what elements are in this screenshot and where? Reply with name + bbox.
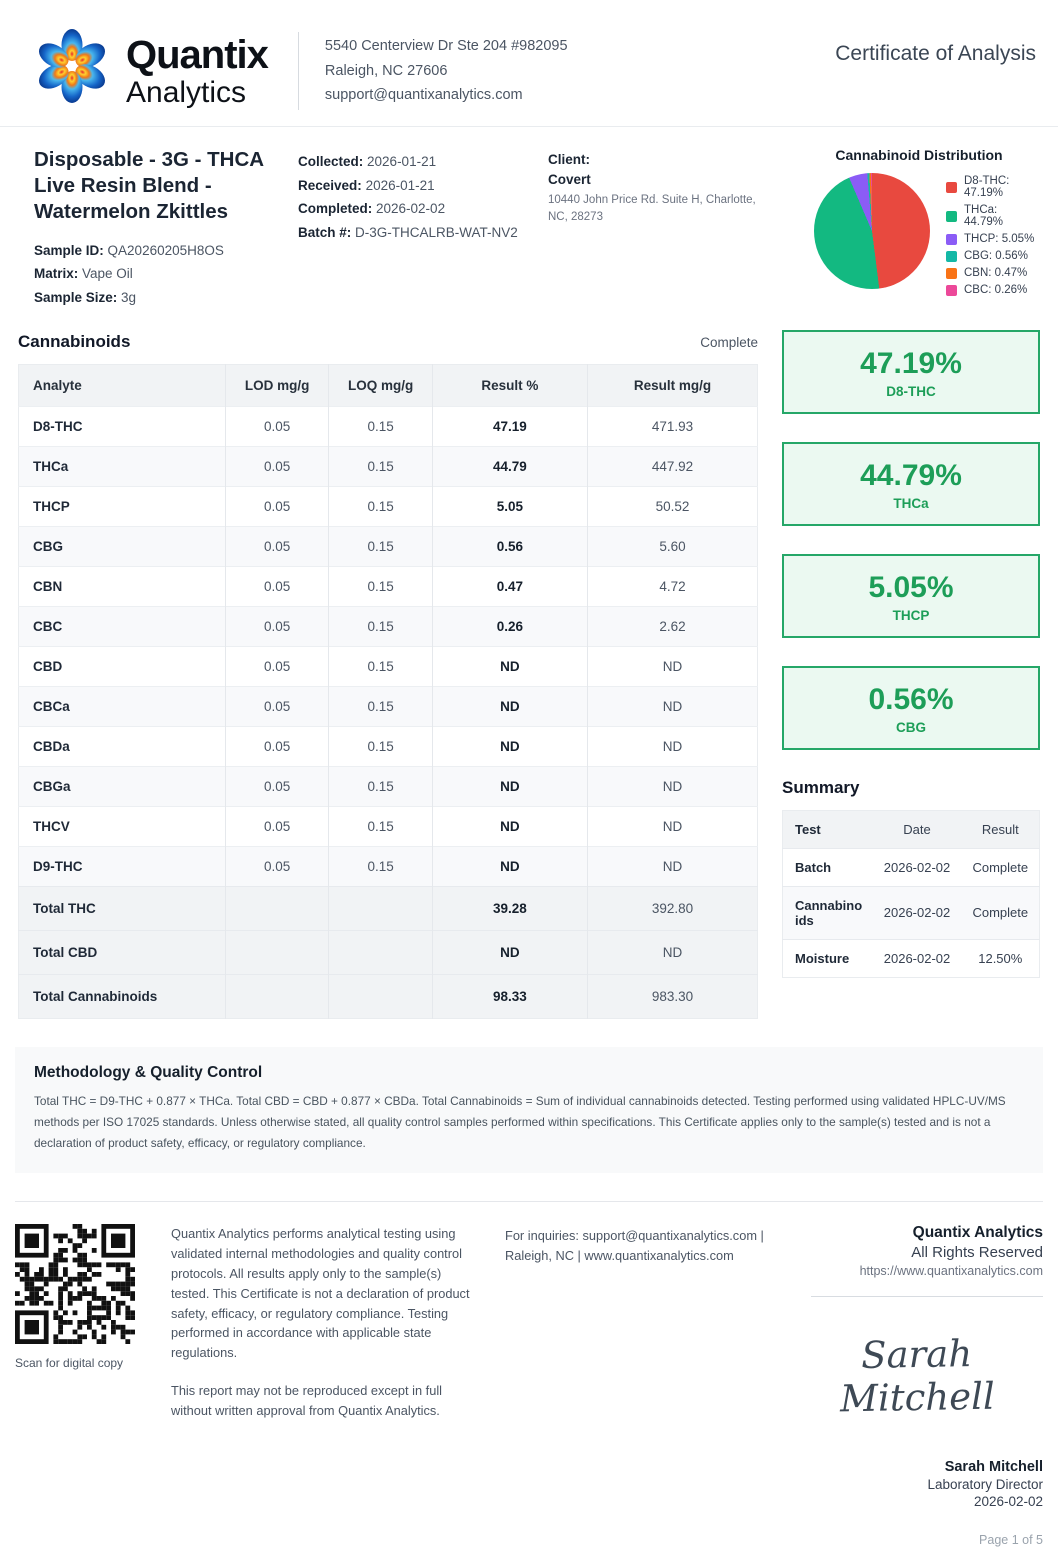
legend-label: THCP: 5.05% bbox=[964, 233, 1035, 245]
legend-item bbox=[946, 233, 1038, 245]
highlight-value: 47.19% bbox=[860, 346, 962, 380]
header-divider bbox=[298, 32, 299, 110]
lod-cell: 0.05 bbox=[225, 446, 328, 486]
lab-address-line1: 5540 Centerview Dr Ste 204 #982095 bbox=[324, 38, 568, 54]
result-mg-cell: 447.92 bbox=[588, 446, 758, 486]
legend-item bbox=[946, 267, 1038, 279]
legend-label: CBC: 0.26% bbox=[964, 284, 1028, 296]
legend-swatch-icon bbox=[946, 234, 957, 245]
brand-name: Quantix bbox=[126, 33, 268, 77]
quantix-logo bbox=[34, 28, 110, 109]
col-result-mg: Result mg/g bbox=[588, 364, 758, 406]
footer-disclaimer-1: Quantix Analytics performs analytical testing using validated internal methodologies and quality control protocols. All results apply only to the sample(s) tested. This Certificate is not a declaration of product safety, efficacy, or regulatory compliance. Testing performed in accordance with applicable state regulations. bbox=[171, 1226, 470, 1361]
result-pct-cell: ND bbox=[432, 806, 587, 846]
lod-cell: 0.05 bbox=[225, 846, 328, 886]
col-loq: LOQ mg/g bbox=[329, 364, 432, 406]
loq-cell: 0.15 bbox=[329, 846, 432, 886]
sample-size-line bbox=[34, 286, 286, 310]
loq-cell: 0.15 bbox=[329, 766, 432, 806]
lod-cell: 0.05 bbox=[225, 606, 328, 646]
flower-logo-icon bbox=[34, 28, 110, 104]
result-pct-cell: 39.28 bbox=[432, 886, 587, 930]
result-mg-cell: 392.80 bbox=[588, 886, 758, 930]
lod-cell: 0.05 bbox=[225, 726, 328, 766]
analyte-cell: Total THC bbox=[19, 886, 226, 930]
lod-cell: 0.05 bbox=[225, 406, 328, 446]
legend-item bbox=[946, 284, 1038, 296]
result-mg-cell: ND bbox=[588, 766, 758, 806]
lod-cell bbox=[225, 930, 328, 974]
loq-cell: 0.15 bbox=[329, 646, 432, 686]
col-lod: LOD mg/g bbox=[225, 364, 328, 406]
result-pct-cell: 44.79 bbox=[432, 446, 587, 486]
signature-block bbox=[811, 1224, 1043, 1547]
footer-rights: All Rights Reserved bbox=[911, 1244, 1043, 1262]
lod-cell bbox=[225, 974, 328, 1018]
legend-swatch-icon bbox=[946, 182, 957, 193]
result-mg-cell: ND bbox=[588, 930, 758, 974]
analyte-cell: D9-THC bbox=[19, 846, 226, 886]
highlight-label: CBG bbox=[896, 719, 926, 735]
analyte-cell: Total Cannabinoids bbox=[19, 974, 226, 1018]
lab-address bbox=[325, 28, 568, 108]
cannabinoid-row bbox=[19, 726, 758, 766]
main-content bbox=[0, 320, 1058, 1019]
summary-table bbox=[782, 810, 1040, 978]
methodology-title: Methodology & Quality Control bbox=[34, 1063, 263, 1081]
cannabinoid-row bbox=[19, 526, 758, 566]
legend-swatch-icon bbox=[946, 251, 957, 262]
summary-col-test: Test bbox=[783, 810, 873, 848]
header bbox=[0, 0, 1058, 127]
matrix-label: Matrix: bbox=[34, 266, 79, 282]
analyte-cell: CBDa bbox=[19, 726, 226, 766]
summary-row bbox=[783, 939, 1040, 977]
cannabinoid-row bbox=[19, 606, 758, 646]
lod-cell: 0.05 bbox=[225, 566, 328, 606]
highlight-box bbox=[782, 442, 1040, 526]
result-pct-cell: 0.47 bbox=[432, 566, 587, 606]
completed-label: Completed: bbox=[298, 201, 373, 217]
side-panel bbox=[782, 324, 1040, 1019]
legend-item bbox=[946, 175, 1038, 199]
sample-info-section bbox=[0, 127, 1058, 320]
total-row bbox=[19, 886, 758, 930]
analyte-cell: CBN bbox=[19, 566, 226, 606]
loq-cell: 0.15 bbox=[329, 726, 432, 766]
summary-result-cell: 12.50% bbox=[962, 939, 1040, 977]
analyte-cell: THCV bbox=[19, 806, 226, 846]
legend-item bbox=[946, 250, 1038, 262]
footer-inquiries: For inquiries: support@quantixanalytics.com | Raleigh, NC | www.quantixanalytics.com bbox=[505, 1228, 764, 1264]
highlight-box bbox=[782, 554, 1040, 638]
result-mg-cell: 5.60 bbox=[588, 526, 758, 566]
lod-cell: 0.05 bbox=[225, 646, 328, 686]
analyte-cell: CBCa bbox=[19, 686, 226, 726]
result-mg-cell: ND bbox=[588, 846, 758, 886]
sample-dates-block bbox=[286, 147, 548, 310]
cannabinoids-title: Cannabinoids bbox=[18, 331, 131, 351]
sample-id-value: QA20260205H8OS bbox=[107, 242, 224, 258]
loq-cell: 0.15 bbox=[329, 686, 432, 726]
legend-label: CBN: 0.47% bbox=[964, 267, 1028, 279]
loq-cell: 0.15 bbox=[329, 606, 432, 646]
cannabinoid-row bbox=[19, 766, 758, 806]
received-label: Received: bbox=[298, 177, 362, 193]
brand-subname: Analytics bbox=[126, 76, 247, 109]
analyte-cell: THCa bbox=[19, 446, 226, 486]
analyte-cell: Total CBD bbox=[19, 930, 226, 974]
signer-title: Laboratory Director bbox=[927, 1477, 1043, 1493]
result-pct-cell: 0.26 bbox=[432, 606, 587, 646]
completed-value: 2026-02-02 bbox=[376, 201, 446, 217]
legend-label: CBG: 0.56% bbox=[964, 250, 1028, 262]
lod-cell: 0.05 bbox=[225, 766, 328, 806]
footer-disclaimers bbox=[171, 1224, 479, 1547]
highlight-label: D8-THC bbox=[886, 383, 936, 399]
matrix-value: Vape Oil bbox=[82, 266, 133, 282]
result-pct-cell: 0.56 bbox=[432, 526, 587, 566]
cannabinoid-row bbox=[19, 686, 758, 726]
total-row bbox=[19, 974, 758, 1018]
cannabinoids-section bbox=[18, 324, 758, 1019]
loq-cell: 0.15 bbox=[329, 486, 432, 526]
sample-size-label: Sample Size: bbox=[34, 289, 118, 305]
summary-table-header bbox=[783, 810, 1040, 848]
sample-identity-block bbox=[34, 147, 286, 310]
client-label: Client: bbox=[548, 152, 590, 167]
analyte-cell: D8-THC bbox=[19, 406, 226, 446]
highlight-boxes bbox=[782, 330, 1040, 750]
cannabinoid-row bbox=[19, 446, 758, 486]
analyte-cell: CBGa bbox=[19, 766, 226, 806]
summary-col-result: Result bbox=[962, 810, 1040, 848]
cannabinoids-section-head bbox=[18, 332, 758, 352]
loq-cell: 0.15 bbox=[329, 406, 432, 446]
legend-swatch-icon bbox=[946, 211, 957, 222]
result-pct-cell: ND bbox=[432, 726, 587, 766]
highlight-label: THCa bbox=[893, 495, 929, 511]
legend-label: THCa: 44.79% bbox=[964, 204, 1004, 228]
batch-line bbox=[298, 221, 548, 245]
sample-size-value: 3g bbox=[121, 289, 137, 305]
lab-address-line2: Raleigh, NC 27606 bbox=[324, 62, 448, 79]
received-value: 2026-01-21 bbox=[365, 177, 435, 193]
highlight-box bbox=[782, 666, 1040, 750]
result-pct-cell: ND bbox=[432, 766, 587, 806]
chart-title: Cannabinoid Distribution bbox=[835, 147, 1003, 163]
methodology-body: Total THC = D9-THC + 0.877 × THCa. Total CBD = CBD + 0.877 × CBDa. Total Cannabinoids = Sum of individual cannabinoids detected. Testing performed using validated HPLC-UV/MS methods per ISO 17025 standards. Unless otherwise stated, all quality control samples performed within specifications. This Certificate applies only to the sample(s) tested and is not a declaration of product safety, efficacy, or regulatory compliance. bbox=[34, 1093, 1006, 1151]
highlight-label: THCP bbox=[892, 607, 930, 623]
signature-divider bbox=[811, 1296, 1043, 1297]
chart-wrap bbox=[800, 173, 1038, 301]
cannabinoids-table-header bbox=[19, 364, 758, 406]
loq-cell bbox=[329, 974, 432, 1018]
batch-label: Batch #: bbox=[298, 224, 352, 240]
col-analyte: Analyte bbox=[19, 364, 226, 406]
result-mg-cell: ND bbox=[588, 726, 758, 766]
cannabinoids-table bbox=[18, 364, 758, 1019]
summary-test-cell: Batch bbox=[783, 848, 873, 886]
cannabinoid-pie-chart bbox=[814, 173, 930, 289]
result-mg-cell: 2.62 bbox=[588, 606, 758, 646]
cannabinoid-row bbox=[19, 846, 758, 886]
page-number: Page 1 of 5 bbox=[979, 1533, 1043, 1547]
lab-address-email: support@quantixanalytics.com bbox=[324, 87, 523, 104]
loq-cell: 0.15 bbox=[329, 446, 432, 486]
summary-test-cell: Cannabinoids bbox=[783, 886, 873, 939]
received-line bbox=[298, 174, 548, 198]
result-mg-cell: 4.72 bbox=[588, 566, 758, 606]
result-mg-cell: ND bbox=[588, 646, 758, 686]
qr-block bbox=[15, 1224, 145, 1547]
lod-cell bbox=[225, 886, 328, 930]
brand-block bbox=[126, 28, 268, 109]
highlight-box bbox=[782, 330, 1040, 414]
lod-cell: 0.05 bbox=[225, 806, 328, 846]
qr-code bbox=[15, 1224, 145, 1349]
result-pct-cell: 47.19 bbox=[432, 406, 587, 446]
legend-swatch-icon bbox=[946, 268, 957, 279]
client-block bbox=[548, 147, 800, 310]
collected-line bbox=[298, 150, 548, 174]
collected-value: 2026-01-21 bbox=[367, 154, 437, 169]
sample-id-label: Sample ID: bbox=[34, 242, 104, 258]
result-mg-cell: 471.93 bbox=[588, 406, 758, 446]
sample-id-line bbox=[34, 239, 286, 263]
cannabinoid-row bbox=[19, 566, 758, 606]
loq-cell bbox=[329, 886, 432, 930]
loq-cell: 0.15 bbox=[329, 566, 432, 606]
analyte-cell: THCP bbox=[19, 486, 226, 526]
summary-date-cell: 2026-02-02 bbox=[872, 939, 961, 977]
result-pct-cell: ND bbox=[432, 686, 587, 726]
collected-label: Collected: bbox=[298, 154, 364, 169]
summary-table-body bbox=[783, 848, 1040, 977]
total-row bbox=[19, 930, 758, 974]
footer bbox=[15, 1201, 1043, 1547]
result-pct-cell: 5.05 bbox=[432, 486, 587, 526]
loq-cell bbox=[329, 930, 432, 974]
summary-result-cell: Complete bbox=[962, 848, 1040, 886]
client-name: Covert bbox=[548, 172, 591, 188]
summary-test-cell: Moisture bbox=[783, 939, 873, 977]
signature-date: 2026-02-02 bbox=[973, 1494, 1043, 1510]
summary-title: Summary bbox=[782, 777, 860, 797]
result-mg-cell: 50.52 bbox=[588, 486, 758, 526]
col-result-pct: Result % bbox=[432, 364, 587, 406]
analyte-cell: CBG bbox=[19, 526, 226, 566]
summary-row bbox=[783, 886, 1040, 939]
result-pct-cell: ND bbox=[432, 930, 587, 974]
highlight-value: 5.05% bbox=[868, 570, 954, 604]
cannabinoids-status: Complete bbox=[700, 334, 758, 350]
result-pct-cell: ND bbox=[432, 646, 587, 686]
cannabinoid-row bbox=[19, 806, 758, 846]
summary-row bbox=[783, 848, 1040, 886]
result-pct-cell: 98.33 bbox=[432, 974, 587, 1018]
client-address: 10440 John Price Rd. Suite H, Charlotte, NC, 28273 bbox=[548, 193, 756, 223]
cannabinoids-table-body bbox=[19, 406, 758, 1018]
batch-value: D-3G-THCALRB-WAT-NV2 bbox=[355, 224, 518, 240]
loq-cell: 0.15 bbox=[329, 526, 432, 566]
summary-date-cell: 2026-02-02 bbox=[872, 848, 961, 886]
legend-label: D8-THC: 47.19% bbox=[964, 175, 1010, 199]
lod-cell: 0.05 bbox=[225, 526, 328, 566]
distribution-chart-block bbox=[800, 147, 1038, 310]
completed-line bbox=[298, 197, 548, 221]
signer-name: Sarah Mitchell bbox=[944, 1459, 1043, 1476]
matrix-line bbox=[34, 262, 286, 286]
lod-cell: 0.05 bbox=[225, 686, 328, 726]
highlight-value: 0.56% bbox=[868, 682, 954, 716]
qr-caption: Scan for digital copy bbox=[15, 1356, 124, 1371]
result-mg-cell: 983.30 bbox=[588, 974, 758, 1018]
signature-script: Sarah Mitchell bbox=[839, 1332, 996, 1421]
legend-item bbox=[946, 204, 1038, 228]
highlight-value: 44.79% bbox=[860, 458, 962, 492]
summary-col-date: Date bbox=[872, 810, 961, 848]
footer-disclaimer-2: This report may not be reproduced except in full without written approval from Quantix Analytics. bbox=[171, 1383, 443, 1418]
loq-cell: 0.15 bbox=[329, 806, 432, 846]
result-mg-cell: ND bbox=[588, 686, 758, 726]
product-title: Disposable - 3G - THCA Live Resin Blend - Watermelon Zkittles bbox=[34, 148, 264, 224]
analyte-cell: CBD bbox=[19, 646, 226, 686]
cannabinoid-row bbox=[19, 646, 758, 686]
summary-result-cell: Complete bbox=[962, 886, 1040, 939]
analyte-cell: CBC bbox=[19, 606, 226, 646]
lod-cell: 0.05 bbox=[225, 486, 328, 526]
footer-company-name: Quantix Analytics bbox=[912, 1224, 1043, 1242]
document-title: Certificate of Analysis bbox=[835, 42, 1036, 65]
methodology-section bbox=[15, 1047, 1043, 1174]
result-pct-cell: ND bbox=[432, 846, 587, 886]
legend-swatch-icon bbox=[946, 285, 957, 296]
cannabinoid-row bbox=[19, 406, 758, 446]
pie-legend bbox=[946, 173, 1038, 301]
cannabinoid-row bbox=[19, 486, 758, 526]
summary-date-cell: 2026-02-02 bbox=[872, 886, 961, 939]
result-mg-cell: ND bbox=[588, 806, 758, 846]
footer-website: https://www.quantixanalytics.com bbox=[859, 1264, 1043, 1279]
